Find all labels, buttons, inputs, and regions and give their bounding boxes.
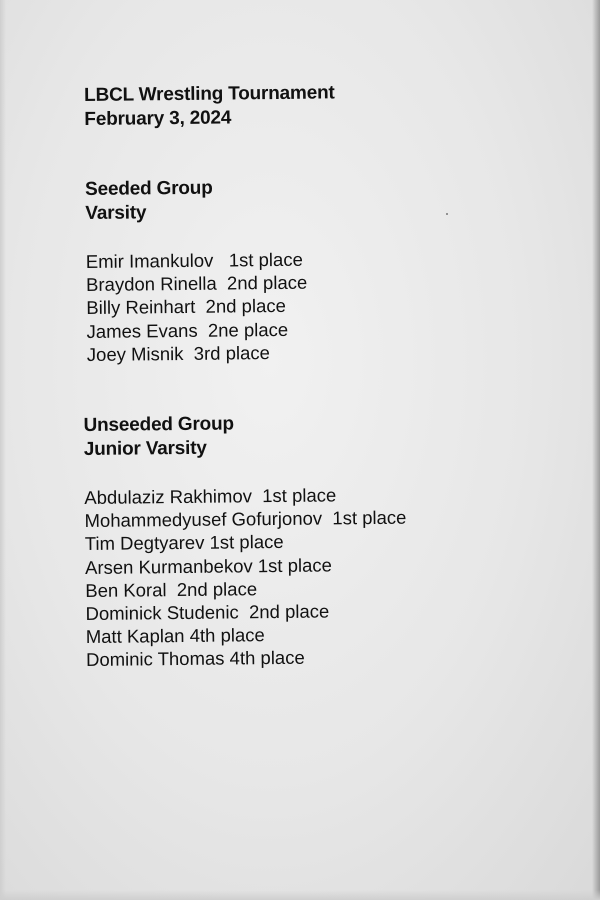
bottom-edge-shadow (0, 890, 600, 900)
result-entry: Braydon Rinella 2nd place (85, 271, 308, 296)
result-entry: Tim Degtyarev 1st place (84, 531, 284, 555)
left-edge-shadow (0, 0, 6, 900)
result-entry: James Evans 2ne place (86, 318, 289, 342)
result-entry: Emir Imankulov 1st place (85, 248, 303, 272)
document-date: February 3, 2024 (84, 107, 232, 130)
result-entry: Joey Misnik 3rd place (86, 341, 270, 365)
result-entry: Billy Reinhart 2nd place (86, 295, 286, 319)
result-entry: Mohammedyusef Gofurjonov 1st place (84, 506, 407, 532)
result-entry: Dominick Studenic 2nd place (85, 600, 330, 625)
result-entry: Abdulaziz Rakhimov 1st place (84, 484, 337, 509)
seeded-results-list (86, 245, 557, 366)
seeded-section (85, 173, 557, 366)
unseeded-section (83, 409, 560, 672)
right-edge-shadow (592, 0, 600, 900)
seeded-division-title: Varsity (85, 202, 147, 224)
results-sheet (84, 79, 560, 688)
result-entry: Matt Kaplan 4th place (85, 624, 265, 648)
result-entry: Ben Koral 2nd place (85, 578, 258, 601)
unseeded-division-title: Junior Varsity (83, 437, 207, 461)
unseeded-results-list (84, 481, 560, 672)
seeded-group-title: Seeded Group (84, 177, 213, 200)
document-title: LBCL Wrestling Tournament (84, 82, 335, 106)
unseeded-group-title: Unseeded Group (83, 413, 234, 437)
result-entry: Dominic Thomas 4th place (85, 647, 305, 671)
result-entry: Arsen Kurmanbekov 1st place (84, 554, 332, 578)
